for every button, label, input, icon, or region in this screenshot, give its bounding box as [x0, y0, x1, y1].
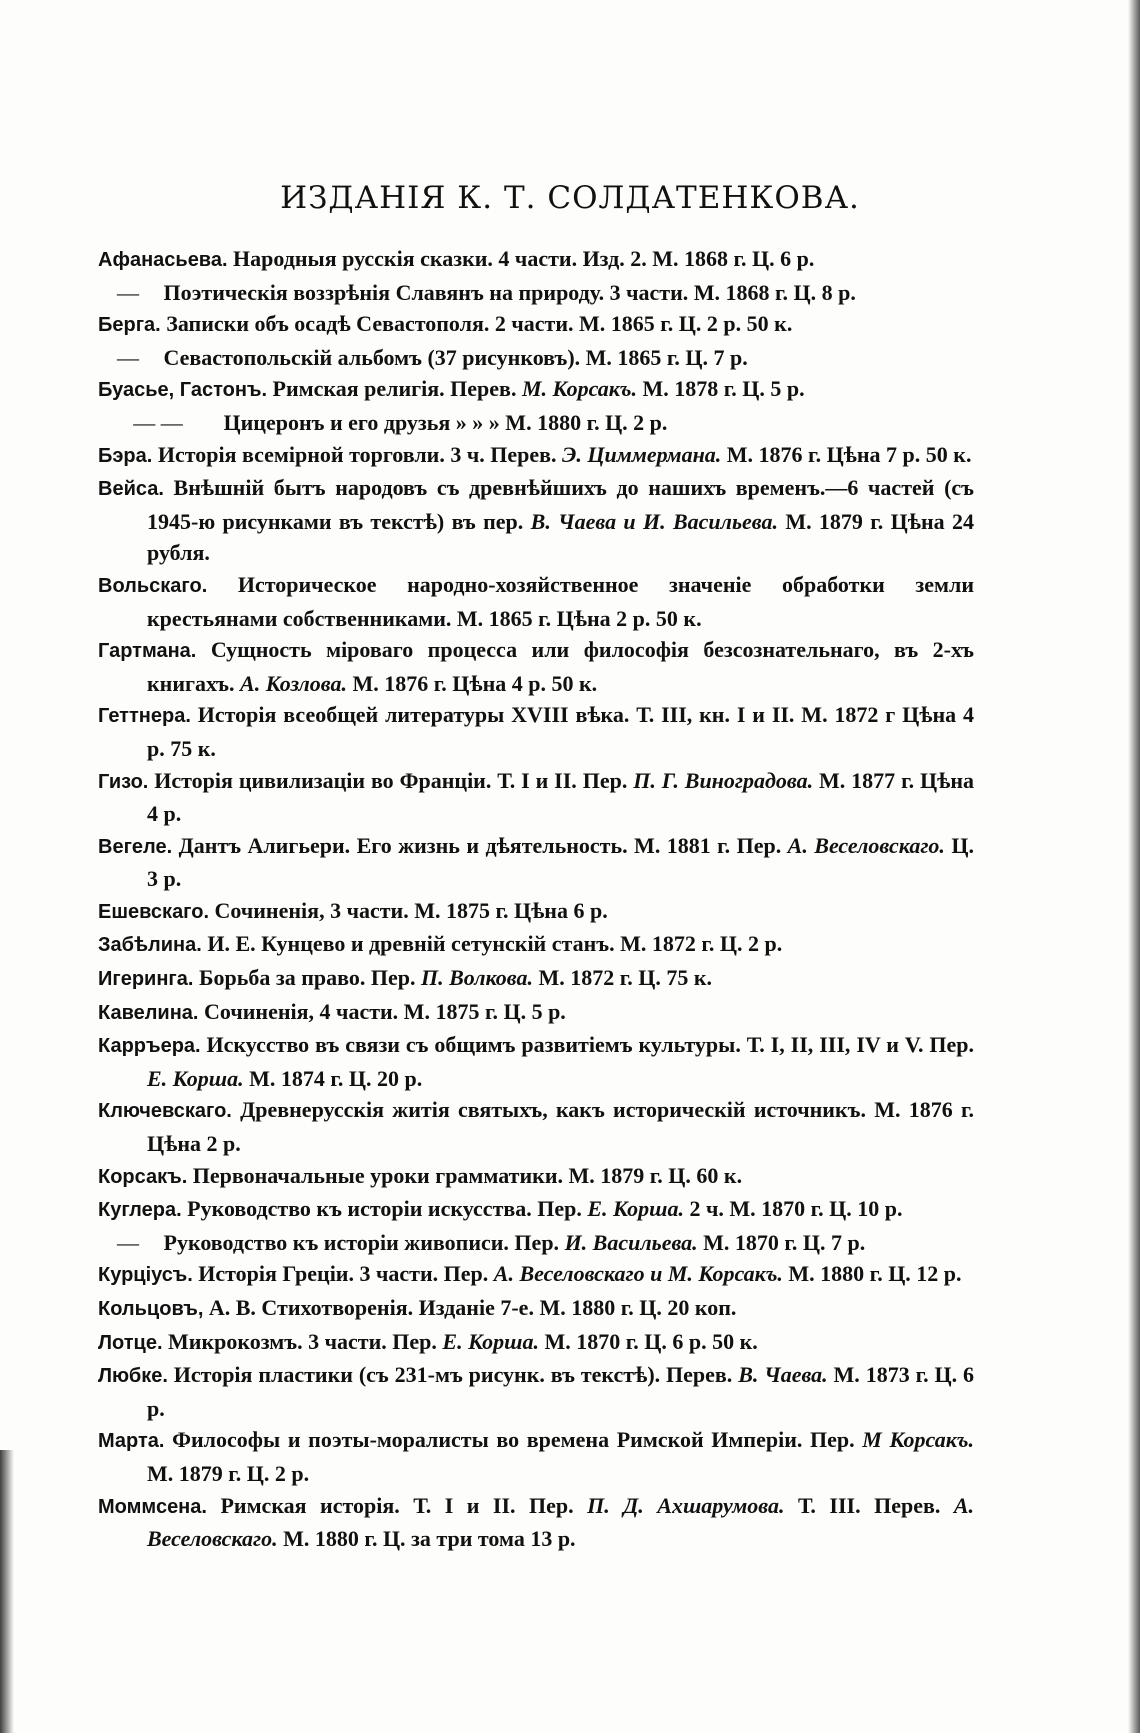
author-name: Геттнера.: [98, 705, 191, 728]
list-item: Любке. Исторія пластики (съ 231-мъ рисунк. въ текстѣ). Перев. В. Чаева. М. 1873 г. Ц. 6 р.: [98, 1362, 974, 1421]
list-item: Гартмана. Сущность міроваго процесса или философія безсознательнаго, въ 2-хъ книгахъ. А. Козлова. М. 1876 г. Цѣна 4 р. 50 к.: [98, 637, 974, 696]
list-item: — Поэтическія воззрѣнія Славянъ на природу. 3 части. М. 1868 г. Ц. 8 р.: [117, 279, 856, 305]
author-name: Марта.: [98, 1430, 165, 1453]
list-item: Геттнера. Исторія всеобщей литературы XVIII вѣка. Т. III, кн. I и II. М. 1872 г Цѣна 4 р. 75 к.: [98, 702, 975, 761]
list-item: Марта. Философы и поэты-моралисты во времена Римской Имперіи. Пер. М Корсакъ. М. 1879 г. Ц. 2 р.: [98, 1427, 974, 1486]
list-item: Вейса. Внѣшній бытъ народовъ съ древнѣйшихъ до нашихъ временъ.—6 частей (съ 1945-ю рисунками въ текстѣ) въ пер. В. Чаева и И. Васильева. М. 1879 г. Цѣна 24 рубля.: [98, 475, 975, 566]
author-name: Любке.: [98, 1365, 168, 1388]
author-name: Кавелина.: [98, 1001, 199, 1024]
list-item: Ключевскаго. Древнерусскія житія святыхъ, какъ историческій источникъ. М. 1876 г. Цѣна 2 р.: [98, 1097, 974, 1157]
list-item: — Севастопольскій альбомъ (37 рисунковъ). М. 1865 г. Ц. 7 р.: [117, 344, 748, 370]
list-item: Куглера. Руководство къ исторіи искусства. Пер. Е. Корша. 2 ч. М. 1870 г. Ц. 10 р.: [98, 1196, 903, 1222]
list-item: Карръера. Искусство въ связи съ общимъ развитіемъ культуры. Т. I, II, III, IV и V. Пер. Е. Корша. М. 1874 г. Ц. 20 р.: [98, 1032, 975, 1091]
author-name: Берга.: [98, 314, 161, 337]
list-item: Гизо. Исторія цивилизаціи во Франціи. Т. I и II. Пер. П. Г. Виноградова. М. 1877 г. Цѣна 4 р.: [98, 767, 974, 827]
author-name: Афанасьева.: [98, 249, 228, 271]
list-item: Кавелина. Сочиненія, 4 части. М. 1875 г. Ц. 5 р.: [98, 998, 566, 1024]
author-name: Игеринга.: [98, 968, 194, 991]
list-item: Вольскаго. Историческое народно-хозяйственное значеніе обработки земли крестьянами собственниками. М. 1865 г. Цѣна 2 р. 50 к.: [98, 571, 974, 631]
publication-list: [98, 243, 974, 1555]
list-item: Ешевскаго. Сочиненія, 3 части. М. 1875 г. Цѣна 6 р.: [98, 897, 608, 923]
list-item: Лотце. Микрокозмъ. 3 части. Пер. Е. Корша. М. 1870 г. Ц. 6 р. 50 к.: [98, 1328, 758, 1354]
list-item: Бэра. Исторія всемірной торговли. 3 ч. Перев. Э. Циммермана. М. 1876 г. Цѣна 7 р. 50 к.: [98, 441, 972, 467]
author-name: Ешевскаго.: [98, 900, 210, 923]
author-name: Кольцовъ,: [98, 1298, 204, 1320]
author-name: Вольскаго.: [98, 574, 208, 597]
list-item: Берга. Записки объ осадѣ Севастополя. 2 части. М. 1865 г. Ц. 2 р. 50 к.: [98, 311, 793, 337]
author-name: Курціусъ.: [98, 1264, 193, 1287]
list-item: — — Цицеронъ и его друзья » » » М. 1880 г. Ц. 2 р.: [133, 409, 668, 435]
list-item: Буасье, Гастонъ. Римская религія. Перев. М. Корсакъ. М. 1878 г. Ц. 5 р.: [98, 376, 805, 402]
page-edge-shadow: [1128, 0, 1140, 1733]
list-item: Игеринга. Борьба за право. Пер. П. Волкова. М. 1872 г. Ц. 75 к.: [98, 965, 713, 991]
page-title: ИЗДАНІЯ К. Т. СОЛДАТЕНКОВА.: [280, 180, 860, 216]
author-name: Лотце.: [98, 1331, 163, 1354]
author-name: Корсакъ.: [98, 1165, 188, 1188]
author-name: Вейса.: [98, 478, 164, 501]
author-name: Ключевскаго.: [98, 1100, 232, 1123]
list-item: Вегеле. Дантъ Алигьери. Его жизнь и дѣятельность. М. 1881 г. Пер. А. Веселовскаго. Ц. 3 р.: [98, 832, 974, 892]
author-name: Буасье, Гастонъ.: [98, 379, 268, 402]
page-edge-shadow-left: [0, 1450, 14, 1733]
author-name: Гартмана.: [98, 640, 197, 663]
list-item: Моммсена. Римская исторія. Т. I и II. Пер. П. Д. Ахшарумова. Т. III. Перев. А. Веселовскаго. М. 1880 г. Ц. за три тома 13 р.: [98, 1492, 975, 1552]
list-item: Афанасьева. Народныя русскія сказки. 4 части. Изд. 2. М. 1868 г. Ц. 6 р.: [98, 246, 815, 271]
author-name: Карръера.: [98, 1035, 201, 1058]
list-item: Курціусъ. Исторія Греціи. 3 части. Пер. А. Веселовскаго и М. Корсакъ. М. 1880 г. Ц. 12 р.: [98, 1261, 962, 1287]
author-name: Моммсена.: [98, 1495, 207, 1518]
list-item: Забѣлина. И. Е. Кунцево и древній сетунскій станъ. М. 1872 г. Ц. 2 р.: [98, 931, 783, 957]
list-item: Корсакъ. Первоначальные уроки грамматики. М. 1879 г. Ц. 60 к.: [98, 1162, 743, 1188]
author-name: Куглера.: [98, 1199, 182, 1222]
list-item: Кольцовъ, А. В. Стихотворенія. Изданіе 7-е. М. 1880 г. Ц. 20 коп.: [98, 1295, 737, 1320]
author-name: Бэра.: [98, 444, 153, 467]
list-item: — Руководство къ исторіи живописи. Пер. И. Васильева. М. 1870 г. Ц. 7 р.: [117, 1229, 866, 1255]
author-name: Забѣлина.: [98, 934, 202, 957]
author-name: Гизо.: [98, 770, 149, 793]
author-name: Вегеле.: [98, 835, 173, 858]
